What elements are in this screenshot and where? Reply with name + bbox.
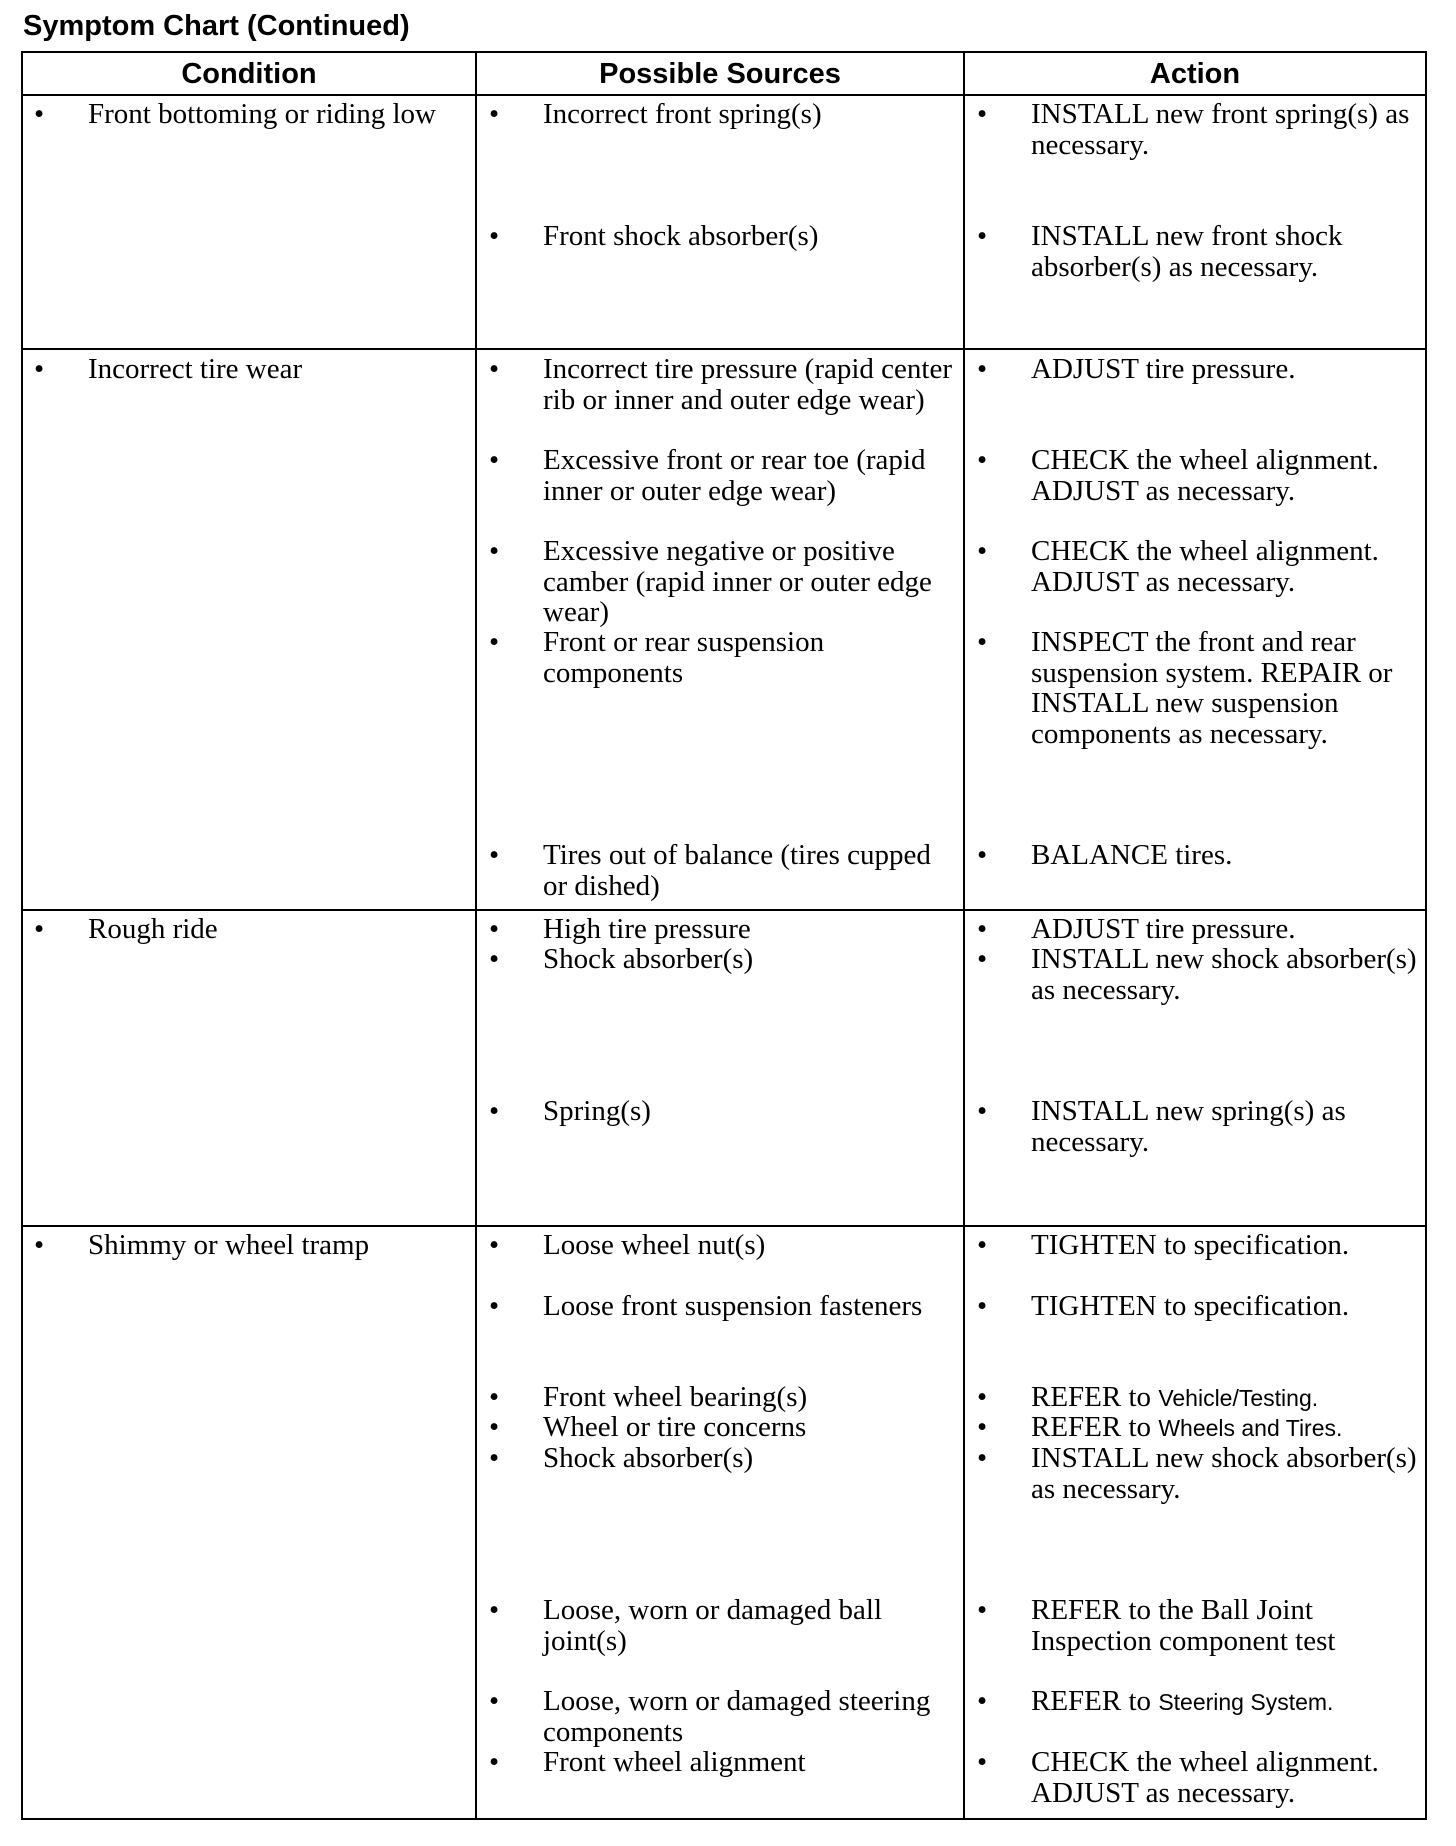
list-item <box>489 1230 955 1261</box>
table-border-right <box>1425 51 1427 1820</box>
list-item <box>489 944 955 975</box>
action-text <box>1031 1686 1419 1718</box>
list-item <box>489 1595 955 1656</box>
list-item <box>489 354 955 415</box>
source-text: Excessive negative or positive camber (rapid inner or outer edge wear) <box>543 535 932 629</box>
source-text: Shock absorber(s) <box>543 1442 754 1474</box>
list-item <box>977 944 1419 1005</box>
bullet: • <box>34 98 45 130</box>
table-border-bottom <box>21 1818 1427 1820</box>
list-item <box>977 1412 1419 1444</box>
action-text: CHECK the wheel alignment. ADJUST as necessary. <box>1031 444 1379 507</box>
bullet: • <box>489 1746 500 1778</box>
bullet: • <box>489 1229 500 1261</box>
bullet: • <box>977 535 988 567</box>
list-item <box>489 99 955 130</box>
list-item <box>977 536 1419 597</box>
action-text: INSTALL new shock absorber(s) as necessary. <box>1031 1442 1417 1505</box>
action-text: CHECK the wheel alignment. ADJUST as necessary. <box>1031 1746 1379 1809</box>
action-text: TIGHTEN to specification. <box>1031 1229 1350 1261</box>
action-text: BALANCE tires. <box>1031 839 1233 871</box>
list-item <box>977 221 1419 282</box>
source-text: Tires out of balance (tires cupped or dished) <box>543 839 931 902</box>
source-text: Front or rear suspension components <box>543 626 825 689</box>
source-text: Excessive front or rear toe (rapid inner or outer edge wear) <box>543 444 926 507</box>
row-divider <box>21 1225 1427 1227</box>
bullet: • <box>977 839 988 871</box>
list-item <box>34 1230 464 1261</box>
list-item <box>489 1096 955 1127</box>
action-verb: REFER to <box>1031 1381 1159 1413</box>
list-item <box>489 840 955 901</box>
bullet: • <box>977 353 988 385</box>
bullet: • <box>977 98 988 130</box>
bullet: • <box>977 1685 988 1717</box>
list-item <box>977 1382 1419 1414</box>
bullet: • <box>977 444 988 476</box>
action-text: TIGHTEN to specification. <box>1031 1290 1350 1322</box>
bullet: • <box>977 1290 988 1322</box>
bullet: • <box>489 913 500 945</box>
list-item <box>489 445 955 506</box>
bullet: • <box>489 1095 500 1127</box>
source-text: Loose front suspension fasteners <box>543 1290 923 1322</box>
bullet: • <box>489 1411 500 1443</box>
action-text: REFER to the Ball Joint Inspection component test <box>1031 1594 1336 1657</box>
header-action: Action <box>1149 58 1241 90</box>
bullet: • <box>489 444 500 476</box>
action-text: ADJUST tire pressure. <box>1031 353 1296 385</box>
bullet: • <box>977 1594 988 1626</box>
chart-title: Symptom Chart (Continued) <box>23 10 410 42</box>
action-text: INSTALL new shock absorber(s) as necessary. <box>1031 943 1417 1006</box>
bullet: • <box>489 353 500 385</box>
action-text <box>1031 1382 1419 1414</box>
bullet: • <box>977 1381 988 1413</box>
action-text: INSTALL new front spring(s) as necessary. <box>1031 98 1410 161</box>
action-verb: REFER to <box>1031 1411 1159 1443</box>
bullet: • <box>489 1442 500 1474</box>
action-verb: REFER to <box>1031 1685 1159 1717</box>
list-item <box>977 914 1419 945</box>
list-item <box>977 1291 1419 1322</box>
action-text: INSTALL new spring(s) as necessary. <box>1031 1095 1346 1158</box>
header-condition: Condition <box>181 58 317 90</box>
source-text: Loose, worn or damaged steering components <box>543 1685 931 1748</box>
list-item <box>977 1096 1419 1157</box>
bullet: • <box>977 220 988 252</box>
bullet: • <box>489 839 500 871</box>
list-item <box>489 536 955 628</box>
bullet: • <box>977 913 988 945</box>
action-text: ADJUST tire pressure. <box>1031 913 1296 945</box>
list-item <box>489 1412 955 1443</box>
list-item <box>977 1443 1419 1504</box>
source-text: Shock absorber(s) <box>543 943 754 975</box>
list-item <box>489 1382 955 1413</box>
row-divider <box>21 348 1427 350</box>
bullet: • <box>977 1442 988 1474</box>
list-item <box>489 221 955 252</box>
list-item <box>489 1747 955 1778</box>
source-text: Wheel or tire concerns <box>543 1411 807 1443</box>
row-divider <box>21 909 1427 911</box>
source-text: Loose, worn or damaged ball joint(s) <box>543 1594 883 1657</box>
bullet: • <box>977 1746 988 1778</box>
list-item <box>489 627 955 688</box>
action-text <box>1031 1412 1419 1444</box>
bullet: • <box>489 1381 500 1413</box>
manual-reference: Vehicle/Testing. <box>1158 1385 1319 1411</box>
list-item <box>977 445 1419 506</box>
list-item <box>489 1686 955 1747</box>
bullet: • <box>977 626 988 658</box>
bullet: • <box>489 1594 500 1626</box>
bullet: • <box>489 1290 500 1322</box>
condition-text: Incorrect tire wear <box>88 353 303 385</box>
list-item <box>977 627 1419 749</box>
bullet: • <box>34 913 45 945</box>
bullet: • <box>489 220 500 252</box>
bullet: • <box>977 1229 988 1261</box>
source-text: Front wheel bearing(s) <box>543 1381 808 1413</box>
list-item <box>34 914 464 945</box>
list-item <box>977 840 1419 871</box>
action-text: CHECK the wheel alignment. ADJUST as necessary. <box>1031 535 1379 598</box>
bullet: • <box>34 1229 45 1261</box>
condition-text: Shimmy or wheel tramp <box>88 1229 370 1261</box>
column-divider <box>475 51 477 1820</box>
list-item <box>489 914 955 945</box>
bullet: • <box>977 1095 988 1127</box>
list-item <box>489 1291 955 1322</box>
list-item <box>977 99 1419 160</box>
bullet: • <box>489 943 500 975</box>
bullet: • <box>489 1685 500 1717</box>
action-text: INSTALL new front shock absorber(s) as necessary. <box>1031 220 1343 283</box>
bullet: • <box>489 535 500 567</box>
source-text: High tire pressure <box>543 913 751 945</box>
manual-reference: Wheels and Tires. <box>1158 1415 1343 1441</box>
list-item <box>977 1595 1419 1656</box>
column-divider <box>963 51 965 1820</box>
source-text: Spring(s) <box>543 1095 651 1127</box>
header-possible-sources: Possible Sources <box>599 58 841 90</box>
manual-reference: Steering System. <box>1158 1689 1334 1715</box>
list-item <box>489 1443 955 1474</box>
source-text: Incorrect front spring(s) <box>543 98 822 130</box>
list-item <box>34 354 464 385</box>
source-text: Front wheel alignment <box>543 1746 806 1778</box>
source-text: Incorrect tire pressure (rapid center rib or inner and outer edge wear) <box>543 353 952 416</box>
list-item <box>34 99 464 130</box>
bullet: • <box>489 626 500 658</box>
bullet: • <box>34 353 45 385</box>
list-item <box>977 1686 1419 1718</box>
bullet: • <box>489 98 500 130</box>
source-text: Loose wheel nut(s) <box>543 1229 766 1261</box>
condition-text: Rough ride <box>88 913 218 945</box>
condition-text: Front bottoming or riding low <box>88 98 436 130</box>
source-text: Front shock absorber(s) <box>543 220 819 252</box>
bullet: • <box>977 943 988 975</box>
list-item <box>977 1747 1419 1808</box>
action-text: INSPECT the front and rear suspension system. REPAIR or INSTALL new suspension components as necessary. <box>1031 626 1393 750</box>
list-item <box>977 354 1419 385</box>
list-item <box>977 1230 1419 1261</box>
bullet: • <box>977 1411 988 1443</box>
table-border-left <box>21 51 23 1820</box>
